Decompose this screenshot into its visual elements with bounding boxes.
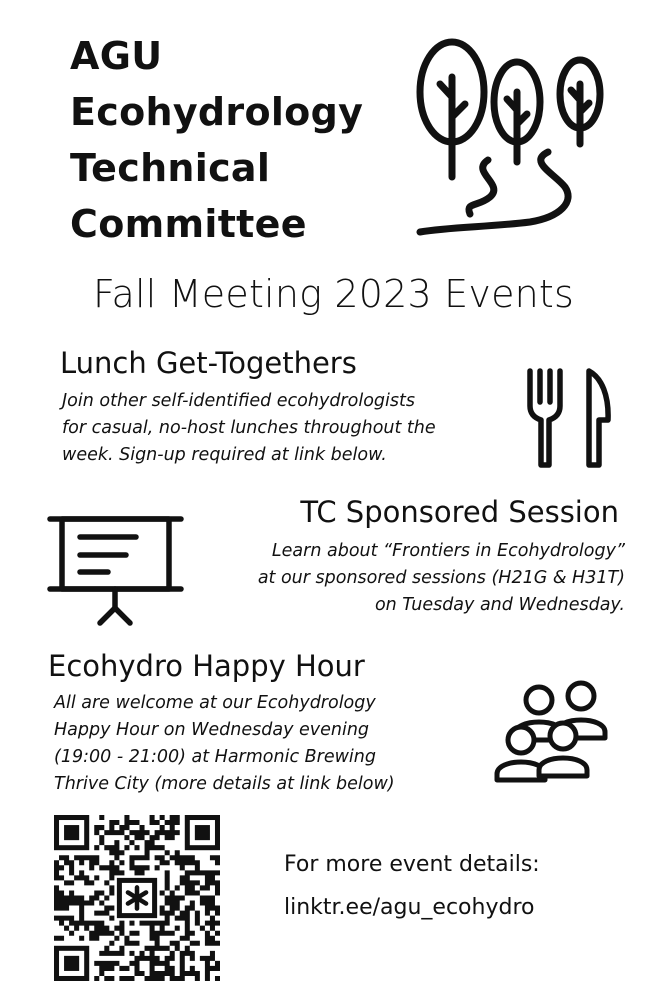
session-description bbox=[258, 538, 625, 619]
lunch-heading: Lunch Get-Togethers bbox=[60, 346, 357, 380]
title-line-1: AGU bbox=[70, 34, 163, 78]
event-subtitle: Fall Meeting 2023 Events bbox=[92, 272, 575, 316]
session-line-1: Learn about “Frontiers in Ecohydrology” bbox=[271, 541, 625, 561]
session-line-3: on Tuesday and Wednesday. bbox=[374, 595, 625, 615]
title-line-4: Committee bbox=[70, 202, 307, 246]
happy-hour-line-2: Happy Hour on Wednesday evening bbox=[54, 720, 370, 740]
footer-link[interactable]: linktr.ee/agu_ecohydro bbox=[284, 895, 535, 920]
happy-hour-heading: Ecohydro Happy Hour bbox=[48, 649, 365, 683]
fork-knife-icon bbox=[527, 368, 617, 468]
session-line-2: at our sponsored sessions (H21G & H31T) bbox=[257, 568, 625, 588]
title-line-3: Technical bbox=[70, 146, 271, 190]
session-heading: TC Sponsored Session bbox=[300, 495, 619, 529]
lunch-line-2: for casual, no-host lunches throughout the bbox=[62, 418, 436, 438]
footer-label: For more event details: bbox=[284, 852, 540, 877]
lunch-description bbox=[62, 388, 436, 469]
presentation-board-icon bbox=[48, 515, 183, 627]
title-line-2: Ecohydrology bbox=[70, 90, 364, 134]
group-people-icon bbox=[493, 678, 613, 784]
qr-code[interactable] bbox=[54, 815, 220, 981]
lunch-line-3: week. Sign-up required at link below. bbox=[62, 445, 387, 465]
happy-hour-line-4: Thrive City (more details at link below) bbox=[54, 774, 395, 794]
lunch-line-1: Join other self-identified ecohydrologists bbox=[62, 391, 415, 411]
happy-hour-description bbox=[54, 690, 395, 798]
poster-title bbox=[70, 28, 410, 252]
happy-hour-line-3: (19:00 - 21:00) at Harmonic Brewing bbox=[54, 747, 376, 767]
trees-path-icon bbox=[410, 22, 620, 237]
happy-hour-line-1: All are welcome at our Ecohydrology bbox=[54, 693, 376, 713]
